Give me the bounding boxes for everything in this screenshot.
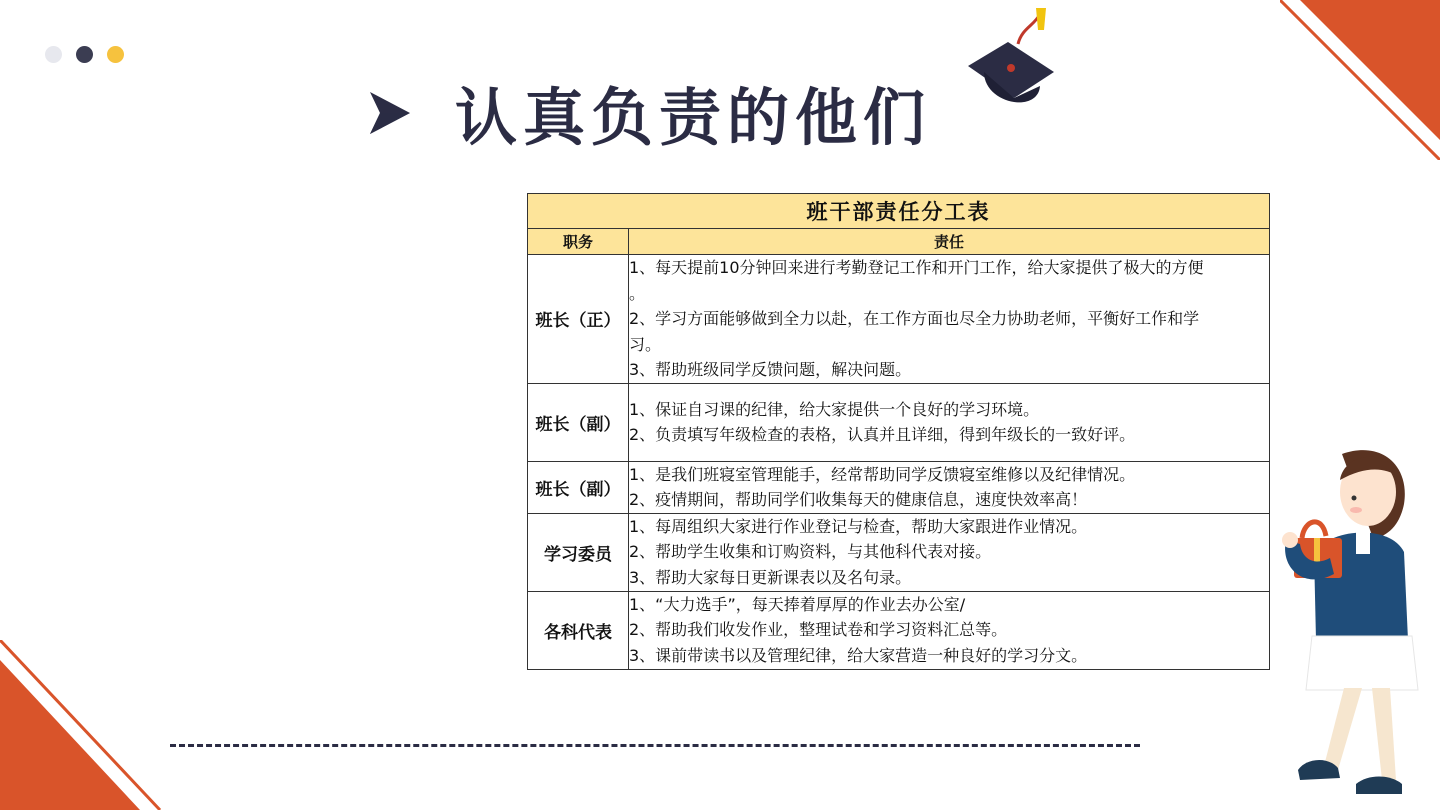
role-cell: 班长（副） [528,383,629,461]
table-row [528,591,1270,669]
duty-line: 2、帮助我们收发作业，整理试卷和学习资料汇总等。 [629,620,1008,640]
corner-decoration-top-right [1280,0,1440,160]
column-header-duties: 责任 [629,229,1270,255]
duty-table [527,193,1270,670]
corner-decoration-bottom-left [0,640,170,810]
duty-line: 1、每天提前10分钟回来进行考勤登记工作和开门工作，给大家提供了极大的方便 [629,258,1204,277]
decor-dot-navy [76,46,93,63]
duty-line: 3、课前带读书以及管理纪律，给大家营造一种良好的学习分文。 [629,645,1088,665]
role-cell: 班长（正） [528,255,629,384]
duty-line: 1、每周组织大家进行作业登记与检查，帮助大家跟进作业情况。 [629,516,1088,536]
table-row [528,461,1270,513]
duty-line: 3、帮助大家每日更新课表以及名句录。 [629,567,912,587]
role-cell: 各科代表 [528,591,629,669]
duty-line: 。 [629,283,646,303]
role-cell: 学习委员 [528,513,629,591]
dashed-divider [170,744,1140,747]
duty-line: 2、学习方面能够做到全力以赴，在工作方面也尽全力协助老师，平衡好工作和学 [629,309,1200,328]
page-title: 认真负责的他们 [455,81,932,154]
arrow-bullet-icon [368,88,412,138]
duty-line: 1、“大力选手”，每天捧着厚厚的作业去办公室/ [629,594,966,614]
table-row [528,383,1270,461]
role-cell: 班长（副） [528,461,629,513]
duties-cell [629,383,1270,461]
duty-line: 1、是我们班寝室管理能手，经常帮助同学反馈寝室维修以及纪律情况。 [629,464,1136,484]
duty-line: 3、帮助班级同学反馈问题，解决问题。 [629,360,912,379]
table-row [528,255,1270,384]
duties-cell [629,513,1270,591]
duties-cell [629,591,1270,669]
duty-line: 2、负责填写年级检查的表格，认真并且详细，得到年级长的一致好评。 [629,425,1136,444]
duty-line: 1、保证自习课的纪律，给大家提供一个良好的学习环境。 [629,399,1040,419]
decor-dot-yellow [107,46,124,63]
duties-cell [629,255,1270,384]
duties-cell [629,461,1270,513]
decor-dot-light [45,46,62,63]
girl-illustration [1272,440,1422,810]
duty-line: 2、疫情期间，帮助同学们收集每天的健康信息，速度快效率高！ [629,490,1088,509]
column-header-role: 职务 [528,229,629,255]
graduation-cap-icon [962,6,1062,124]
table-caption: 班干部责任分工表 [528,194,1270,229]
duty-line: 2、帮助学生收集和订购资料，与其他科代表对接。 [629,542,992,562]
table-row [528,513,1270,591]
duty-line: 习。 [629,334,662,354]
